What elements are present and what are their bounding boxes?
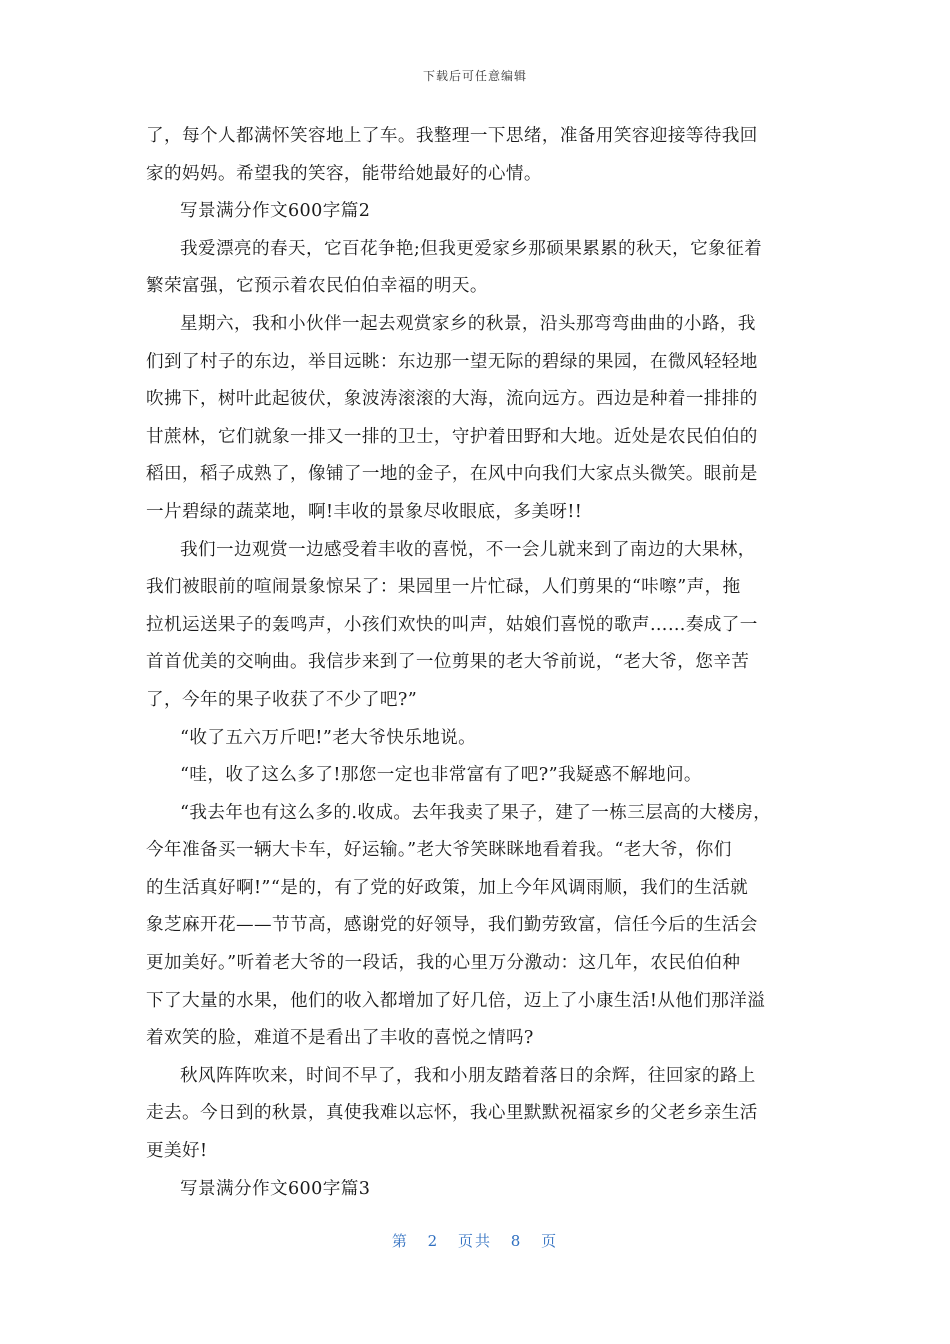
text-line: 繁荣富强，它预示着农民伯伯幸福的明天。 — [146, 276, 488, 297]
text-line: 写景满分作文600字篇3 — [180, 1178, 371, 1199]
text-line: 的生活真好啊!”“是的，有了党的好政策，加上今年风调雨顺，我们的生活就 — [146, 877, 749, 898]
text-line: 星期六，我和小伙伴一起去观赏家乡的秋景，沿头那弯弯曲曲的小路，我 — [180, 313, 756, 334]
document-body — [146, 118, 810, 1208]
text-line: 着欢笑的脸，难道不是看出了丰收的喜悦之情吗? — [146, 1028, 534, 1049]
page-number-footer: 第 2 页共 8 页 — [391, 1232, 559, 1250]
text-line: 了，每个人都满怀笑容地上了车。我整理一下思绪，准备用笑容迎接等待我回 — [146, 126, 758, 146]
text-line: “收了五六万斤吧!”老大爷快乐地说。 — [180, 727, 477, 748]
text-line: 我们被眼前的喧闹景象惊呆了：果园里一片忙碌，人们剪果的“咔嚓”声，拖 — [146, 577, 741, 598]
text-line: 们到了村子的东边，举目远眺：东边那一望无际的碧绿的果园，在微风轻轻地 — [146, 351, 758, 372]
text-line: 我们一边观赏一边感受着丰收的喜悦，不一会儿就来到了南边的大果林， — [180, 539, 756, 560]
text-line: “我去年也有这么多的.收成。去年我卖了果子，建了一栋三层高的大楼房， — [180, 802, 772, 823]
text-line: 今年准备买一辆大卡车，好运输。”老大爷笑眯眯地看着我。“老大爷，你们 — [146, 840, 732, 861]
text-line: 吹拂下，树叶此起彼伏，象波涛滚滚的大海，流向远方。西边是种着一排排的 — [146, 389, 758, 410]
text-line: 下了大量的水果，他们的收入都增加了好几倍，迈上了小康生活!从他们那洋溢 — [146, 990, 766, 1011]
text-line: 写景满分作文600字篇2 — [180, 201, 371, 222]
text-line: 一片碧绿的蔬菜地，啊!丰收的景象尽收眼底，多美呀!! — [146, 501, 583, 522]
text-line: 更加美好。”听着老大爷的一段话，我的心里万分激动：这几年，农民伯伯种 — [146, 953, 741, 974]
text-line: 家的妈妈。希望我的笑容，能带给她最好的心情。 — [146, 163, 542, 184]
text-line: 象芝麻开花——节节高，感谢党的好领导，我们勤劳致富，信任今后的生活会 — [146, 915, 758, 936]
page-header: 下载后可任意编辑 — [422, 69, 527, 83]
text-line: 首首优美的交响曲。我信步来到了一位剪果的老大爷前说，“老大爷，您辛苦 — [146, 652, 750, 673]
text-line: 我爱漂亮的春天，它百花争艳;但我更爱家乡那硕果累累的秋天，它象征着 — [180, 238, 763, 259]
text-line: 秋风阵阵吹来，时间不早了，我和小朋友踏着落日的余辉，往回家的路上 — [180, 1065, 756, 1086]
text-line: 甘蔗林，它们就象一排又一排的卫士，守护着田野和大地。近处是农民伯伯的 — [146, 426, 758, 447]
text-line: “哇，收了这么多了!那您一定也非常富有了吧?”我疑惑不解地问。 — [180, 765, 702, 786]
text-line: 拉机运送果子的轰鸣声，小孩们欢快的叫声，姑娘们喜悦的歌声……奏成了一 — [146, 614, 758, 635]
text-line: 了，今年的果子收获了不少了吧?” — [146, 689, 418, 710]
text-line: 走去。今日到的秋景，真使我难以忘怀，我心里默默祝福家乡的父老乡亲生活 — [146, 1103, 758, 1124]
text-line: 稻田，稻子成熟了，像铺了一地的金子，在风中向我们大家点头微笑。眼前是 — [146, 464, 758, 485]
text-line: 更美好! — [146, 1141, 208, 1162]
